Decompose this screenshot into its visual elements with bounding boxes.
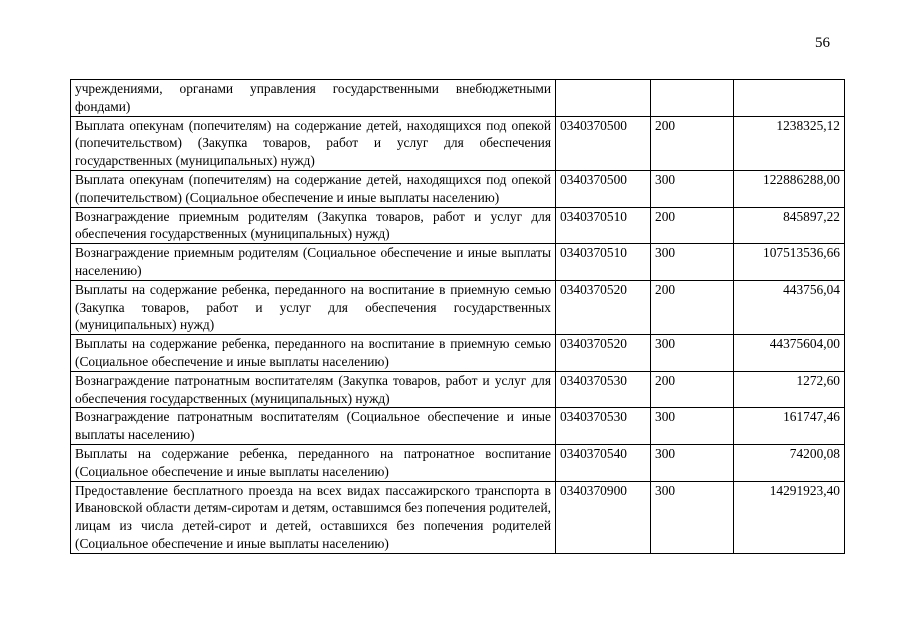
row-code-cell: 0340370510 (556, 244, 651, 281)
budget-table (70, 79, 845, 554)
row-type-cell: 300 (651, 244, 734, 281)
row-amount-cell: 14291923,40 (734, 481, 845, 553)
row-amount-cell: 1272,60 (734, 371, 845, 408)
row-name-cell: Выплаты на содержание ребенка, переданного на воспитание в приемную семью (Закупка товаров, работ и услуг для обеспечения государственных (муниципальных) нужд) (71, 280, 556, 334)
table-row (71, 116, 845, 170)
row-code-cell: 0340370520 (556, 280, 651, 334)
row-type-cell: 300 (651, 444, 734, 481)
row-code-cell: 0340370520 (556, 335, 651, 372)
table-row (71, 335, 845, 372)
row-code-cell: 0340370500 (556, 116, 651, 170)
row-amount-cell: 122886288,00 (734, 170, 845, 207)
row-type-cell: 300 (651, 170, 734, 207)
row-name-cell: Предоставление бесплатного проезда на всех видах пассажирского транспорта в Ивановской области детям-сиротам и детям, оставшимся без попечения родителей, лицам из числа детей-сирот и детей, оставшихся без попечения родителей (Социальное обеспечение и иные выплаты населению) (71, 481, 556, 553)
table-row (71, 408, 845, 445)
table-row (71, 371, 845, 408)
table-row (71, 481, 845, 553)
row-code-cell: 0340370510 (556, 207, 651, 244)
row-name-cell: Выплаты на содержание ребенка, переданного на воспитание в приемную семью (Социальное обеспечение и иные выплаты населению) (71, 335, 556, 372)
table-row (71, 280, 845, 334)
row-name-cell: Выплата опекунам (попечителям) на содержание детей, находящихся под опекой (попечительством) (Закупка товаров, работ и услуг для обеспечения государственных (муниципальных) нужд) (71, 116, 556, 170)
row-amount-cell: 443756,04 (734, 280, 845, 334)
row-name-cell: Вознаграждение патронатным воспитателям (Закупка товаров, работ и услуг для обеспечения государственных (муниципальных) нужд) (71, 371, 556, 408)
row-amount-cell: 74200,08 (734, 444, 845, 481)
row-type-cell: 300 (651, 335, 734, 372)
row-code-cell: 0340370530 (556, 408, 651, 445)
row-name-cell: Вознаграждение патронатным воспитателям (Социальное обеспечение и иные выплаты населению) (71, 408, 556, 445)
row-type-cell (651, 80, 734, 117)
row-name-cell: Вознаграждение приемным родителям (Закупка товаров, работ и услуг для обеспечения государственных (муниципальных) нужд) (71, 207, 556, 244)
row-name-cell: Выплаты на содержание ребенка, переданного на патронатное воспитание (Социальное обеспечение и иные выплаты населению) (71, 444, 556, 481)
row-amount-cell: 44375604,00 (734, 335, 845, 372)
row-amount-cell (734, 80, 845, 117)
row-amount-cell: 1238325,12 (734, 116, 845, 170)
table-row (71, 244, 845, 281)
row-code-cell: 0340370500 (556, 170, 651, 207)
row-code-cell: 0340370900 (556, 481, 651, 553)
row-name-cell: учреждениями, органами управления государственными внебюджетными фондами) (71, 80, 556, 117)
row-type-cell: 300 (651, 408, 734, 445)
row-type-cell: 200 (651, 116, 734, 170)
row-type-cell: 200 (651, 280, 734, 334)
table-row (71, 444, 845, 481)
row-type-cell: 200 (651, 371, 734, 408)
row-code-cell: 0340370530 (556, 371, 651, 408)
row-amount-cell: 161747,46 (734, 408, 845, 445)
table-row (71, 80, 845, 117)
row-name-cell: Выплата опекунам (попечителям) на содержание детей, находящихся под опекой (попечительством) (Социальное обеспечение и иные выплаты населению) (71, 170, 556, 207)
row-name-cell: Вознаграждение приемным родителям (Социальное обеспечение и иные выплаты населению) (71, 244, 556, 281)
table-row (71, 207, 845, 244)
row-amount-cell: 845897,22 (734, 207, 845, 244)
row-amount-cell: 107513536,66 (734, 244, 845, 281)
row-type-cell: 200 (651, 207, 734, 244)
page-number: 56 (815, 35, 830, 51)
table-row (71, 170, 845, 207)
row-code-cell (556, 80, 651, 117)
row-type-cell: 300 (651, 481, 734, 553)
row-code-cell: 0340370540 (556, 444, 651, 481)
